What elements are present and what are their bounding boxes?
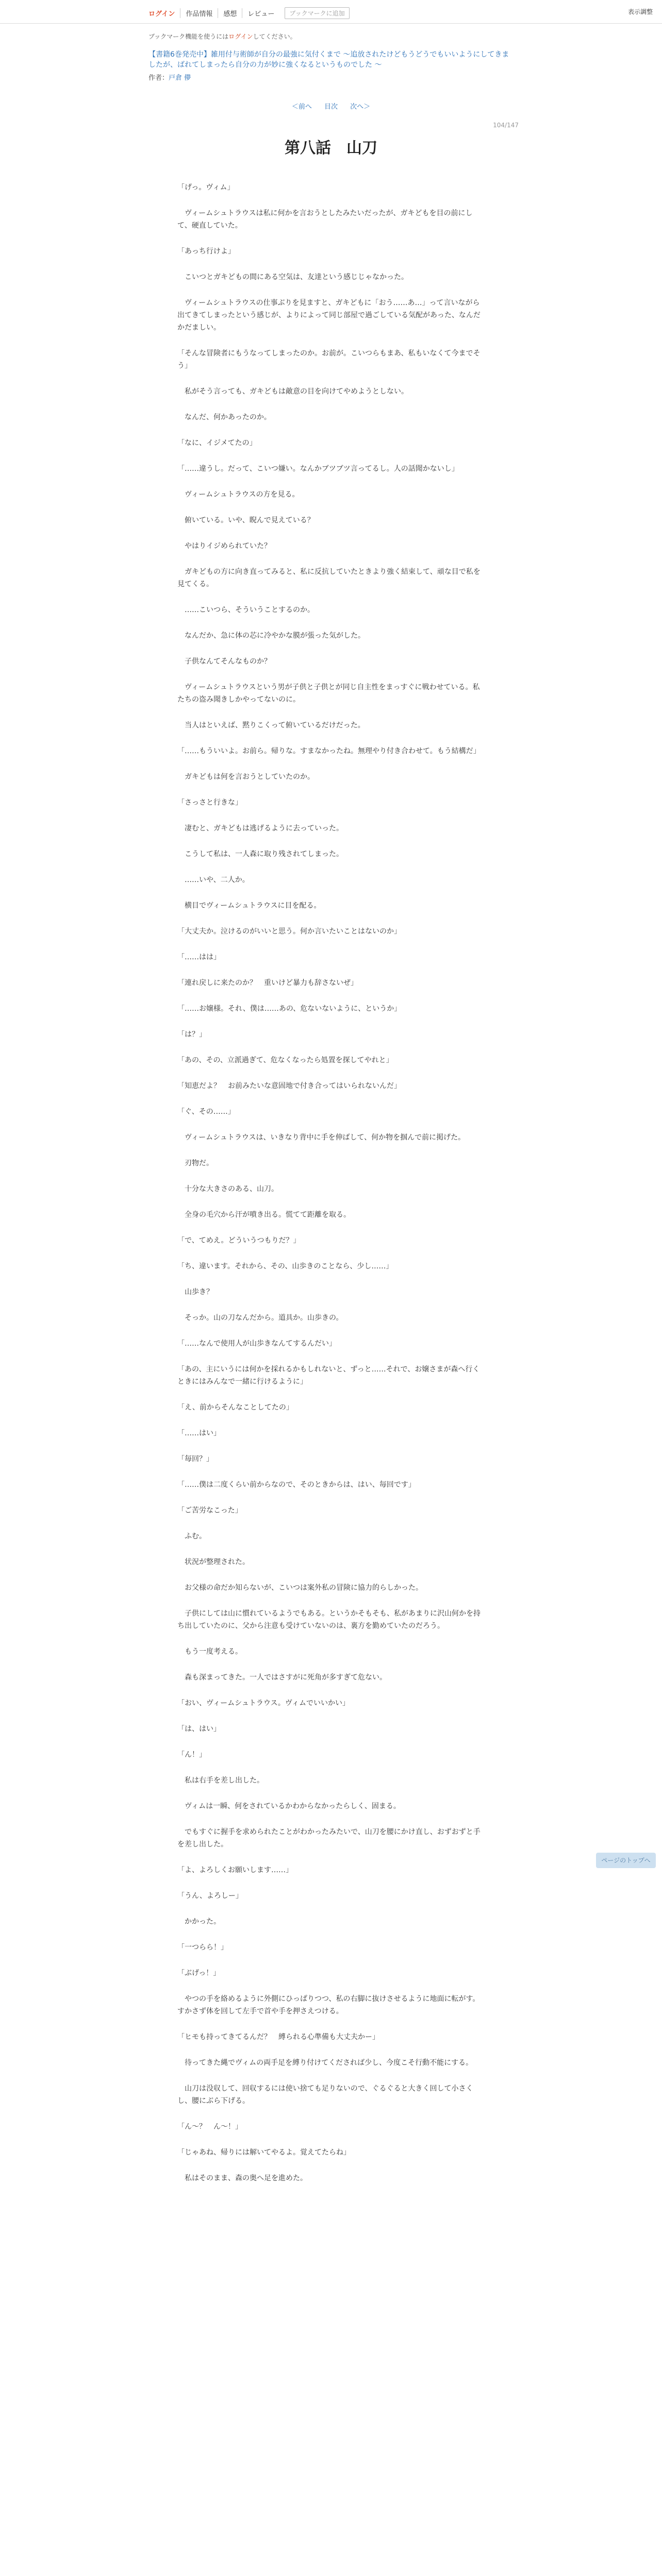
login-link[interactable]: ログイン bbox=[148, 10, 175, 18]
body-paragraph: 子供にしては山に慣れているようでもある。というかそもそも、私があまりに沢山何かを持ち出していたのに、父から注意も受けていないのは、裏方を勤めていたのだろう。 bbox=[177, 1609, 481, 1630]
body-paragraph: 「あの、主にいうには何かを採れるかもしれないと、ずっと……それで、お嬢さまが森へ行くときにはみんなで一緒に行けるように」 bbox=[177, 1365, 480, 1386]
body-paragraph: やはりイジめられていた？ bbox=[177, 542, 271, 550]
body-paragraph: 「……はい」 bbox=[177, 1429, 221, 1437]
body-paragraph: なんだ、何かあったのか。 bbox=[177, 413, 271, 421]
series-title-link[interactable]: 【書籍6巻発売中】雑用付与術師が自分の最強に気付くまで ～追放されたけどもうどうでもいいようにしてきましたが、ばれてしまったら自分の力が妙に強くなるというものでした ～ bbox=[148, 50, 509, 69]
body-paragraph: 「は？」 bbox=[177, 1030, 206, 1039]
body-paragraph: 山刀は没収して、回収するには使い捨ても足りないので、ぐるぐると大きく回して小さくし、腰にぶら下げる。 bbox=[177, 2084, 473, 2105]
body-paragraph: 「よ、よろしくお願いします……」 bbox=[177, 1866, 293, 1874]
body-paragraph: 「ぐ、その……」 bbox=[177, 1108, 235, 1116]
body-paragraph: 山歩き？ bbox=[177, 1288, 213, 1296]
bookmark-login-notice: ブックマーク機能を使うにはログインしてください。 bbox=[148, 33, 296, 40]
body-paragraph: こいつとガキどもの間にある空気は、友達という感じじゃなかった。 bbox=[177, 273, 408, 281]
body-paragraph: なんだか、急に体の芯に冷やかな膜が張った気がした。 bbox=[177, 632, 365, 640]
body-paragraph: 「……違うし。だって、こいつ嫌い。なんかブツブツ言ってるし。人の話聞かないし」 bbox=[177, 465, 459, 473]
body-paragraph: 「え、前からそんなことしてたの」 bbox=[177, 1403, 293, 1412]
body-paragraph: 「一つらら！」 bbox=[177, 1943, 228, 1952]
body-paragraph: そっか。山の刀なんだから。道具か。山歩きの。 bbox=[177, 1314, 343, 1322]
body-paragraph: でもすぐに握手を求められたことがわかったみたいで、山刀を腰にかけ直し、おずおずと手を差し出した。 bbox=[177, 1828, 481, 1849]
body-paragraph: もう一度考える。 bbox=[177, 1648, 242, 1656]
body-paragraph: 「……はは」 bbox=[177, 953, 221, 961]
body-paragraph: 「ん～？ ん～！」 bbox=[177, 2123, 242, 2131]
body-paragraph: 「さっさと行きな」 bbox=[177, 799, 242, 807]
body-paragraph: 待ってきた縄でヴィムの両手足を縛り付けてくだされば少し、今度こそ行動不能にする。 bbox=[177, 2059, 473, 2067]
prev-episode-link[interactable]: ＜前へ bbox=[291, 103, 312, 111]
body-paragraph: ヴィームシュトラウスの仕事ぶりを見ますと、ガキどもに「おう……あ…」って言いながら出てきてしまったという感じが、よりによって同じ部屋で過ごしている気配があった、なんだかだましい。 bbox=[177, 299, 481, 332]
author-name[interactable]: 戸倉 儚 bbox=[169, 74, 191, 82]
body-paragraph: 「毎回？」 bbox=[177, 1455, 213, 1463]
body-paragraph: 状況が整理された。 bbox=[177, 1558, 250, 1566]
add-bookmark-button[interactable]: ブックマークに追加 bbox=[285, 7, 349, 19]
body-paragraph: 「なに、イジメてたの」 bbox=[177, 439, 257, 447]
body-paragraph: 「大丈夫か。泣けるのがいいと思う。何か言いたいことはないのか」 bbox=[177, 927, 401, 936]
episode-number: 104/147 bbox=[493, 122, 519, 129]
body-paragraph: 「そんな冒険者にもうなってしまったのか。お前が。こいつらもまあ、私もいなくて今までそう」 bbox=[177, 349, 481, 370]
body-paragraph: 刃物だ。 bbox=[177, 1159, 213, 1167]
body-paragraph: 「……もういいよ。お前ら。帰りな。すまなかったね。無理やり付き合わせて。もう結構だ」 bbox=[177, 747, 481, 755]
body-paragraph: ……いや、二人か。 bbox=[177, 876, 250, 884]
body-paragraph: 俯いている。いや、睨んで見えている？ bbox=[177, 516, 315, 524]
body-paragraph: お父様の命だか知らないが、こいつは案外私の冒険に協力的らしかった。 bbox=[177, 1584, 423, 1592]
body-paragraph: 子供なんてそんなものか？ bbox=[177, 657, 271, 666]
body-paragraph: ヴィームシュトラウスは、いきなり背中に手を伸ばして、何か物を掴んで前に掲げた。 bbox=[177, 1133, 466, 1142]
pager-top bbox=[0, 101, 662, 111]
display-settings-link[interactable]: 表示調整 bbox=[627, 8, 653, 15]
body-paragraph: 「あの、その、立派過ぎて、危なくなったら処置を探してやれと」 bbox=[177, 1056, 393, 1064]
top-nav bbox=[148, 7, 350, 19]
body-paragraph: 「ち、違います。それから、その、山歩きのことなら、少し……」 bbox=[177, 1262, 393, 1270]
author-line: 作者：戸倉 儚 bbox=[148, 74, 191, 82]
body-paragraph: 「……お嬢様。それ、僕は……あの、危ないないように、というか」 bbox=[177, 1005, 402, 1013]
body-paragraph: 「は、はい」 bbox=[177, 1725, 221, 1733]
body-paragraph: 「じゃあね、帰りには解いてやるよ。覚えてたらね」 bbox=[177, 2148, 351, 2157]
nav-item-reviews[interactable]: レビュー bbox=[242, 8, 279, 18]
body-paragraph: やつの手を絡めるように外側にひっぱりつつ、私の右脚に抜けさせるように地面に転がす。すかさず体を回して左手で首や手を押さえつける。 bbox=[177, 1995, 480, 2015]
toc-link[interactable]: 目次 bbox=[324, 103, 338, 111]
body-paragraph: 「ぶげっ！」 bbox=[177, 1969, 221, 1977]
body-paragraph: 私は右手を差し出した。 bbox=[177, 1776, 264, 1785]
body-paragraph: 横目でヴィームシュトラウスに目を配る。 bbox=[177, 902, 321, 910]
body-paragraph: ヴィームシュトラウスの方を見る。 bbox=[177, 490, 300, 499]
page-top-button[interactable]: ページのトップへ bbox=[596, 1853, 656, 1868]
body-paragraph: 「知恵だよ？ お前みたいな意固地で付き合ってはいられないんだ」 bbox=[177, 1082, 401, 1090]
body-paragraph: 当人はといえば、黙りこくって俯いているだけだった。 bbox=[177, 721, 365, 730]
body-paragraph: ヴィームシュトラウスという男が子供と子供とが同じ自主性をまっすぐに戦わせている。私たちの盗み聞きしかやってないのに。 bbox=[177, 683, 480, 704]
body-paragraph: 「うん、よろしー」 bbox=[177, 1892, 243, 1900]
body-paragraph: 「ヒモも持ってきてるんだ？ 縛られる心準備も大丈夫かー」 bbox=[177, 2033, 379, 2041]
body-paragraph: ……こいつら、そういうことするのか。 bbox=[177, 606, 315, 614]
body-paragraph: 「おい、ヴィームシュトラウス。ヴィムでいいかい」 bbox=[177, 1699, 350, 1707]
body-paragraph: 私はそのまま、森の奥へ足を進めた。 bbox=[177, 2174, 307, 2182]
body-paragraph: 「……なんで使用人が山歩きなんてするんだい」 bbox=[177, 1340, 336, 1348]
top-navbar bbox=[0, 0, 662, 24]
body-paragraph: 「で、てめえ。どういうつもりだ？」 bbox=[177, 1236, 301, 1245]
body-paragraph: こうして私は、一人森に取り残されてしまった。 bbox=[177, 850, 343, 858]
next-episode-link[interactable]: 次へ＞ bbox=[350, 103, 371, 111]
body-paragraph: ヴィムは一瞬、何をされているかわからなかったらしく、固まる。 bbox=[177, 1802, 401, 1810]
body-paragraph: 凄むと、ガキどもは逃げるように去っていった。 bbox=[177, 824, 343, 833]
body-paragraph: ふむ。 bbox=[177, 1532, 206, 1540]
body-paragraph: 「げっ。ヴィム」 bbox=[177, 183, 235, 192]
episode-body bbox=[177, 181, 485, 2198]
body-paragraph: かかった。 bbox=[177, 1918, 221, 1926]
body-paragraph: 「ん！」 bbox=[177, 1751, 206, 1759]
body-paragraph: 「あっち行けよ」 bbox=[177, 247, 235, 256]
body-paragraph: 「連れ戻しに来たのか？ 重いけど暴力も辞さないぜ」 bbox=[177, 979, 358, 987]
body-paragraph: 「……僕は二度くらい前からなので、そのときからは、はい、毎回です」 bbox=[177, 1481, 416, 1489]
body-paragraph: 十分な大きさのある、山刀。 bbox=[177, 1185, 278, 1193]
notice-login-link[interactable]: ログイン bbox=[228, 33, 253, 40]
body-paragraph: ガキどもの方に向き直ってみると、私に反抗していたときより強く結束して、頑な目で私を見てくる。 bbox=[177, 568, 481, 588]
nav-item-impressions[interactable]: 感想 bbox=[218, 8, 242, 18]
body-paragraph: 「ご苦労なこった」 bbox=[177, 1506, 242, 1515]
body-paragraph: 全身の毛穴から汗が噴き出る。慌てて距離を取る。 bbox=[177, 1211, 351, 1219]
episode-title: 第八話 山刀 bbox=[285, 139, 377, 157]
nav-item-work-info[interactable]: 作品情報 bbox=[180, 8, 218, 18]
body-paragraph: 私がそう言っても、ガキどもは敵意の目を向けてやめようとしない。 bbox=[177, 387, 408, 396]
body-paragraph: ガキどもは何を言おうとしていたのか。 bbox=[177, 773, 315, 781]
body-paragraph: 森も深まってきた。一人ではさすがに死角が多すぎて危ない。 bbox=[177, 1673, 387, 1682]
body-paragraph: ヴィームシュトラウスは私に何かを言おうとしたみたいだったが、ガキどもを目の前にして、硬直していた。 bbox=[177, 209, 473, 230]
